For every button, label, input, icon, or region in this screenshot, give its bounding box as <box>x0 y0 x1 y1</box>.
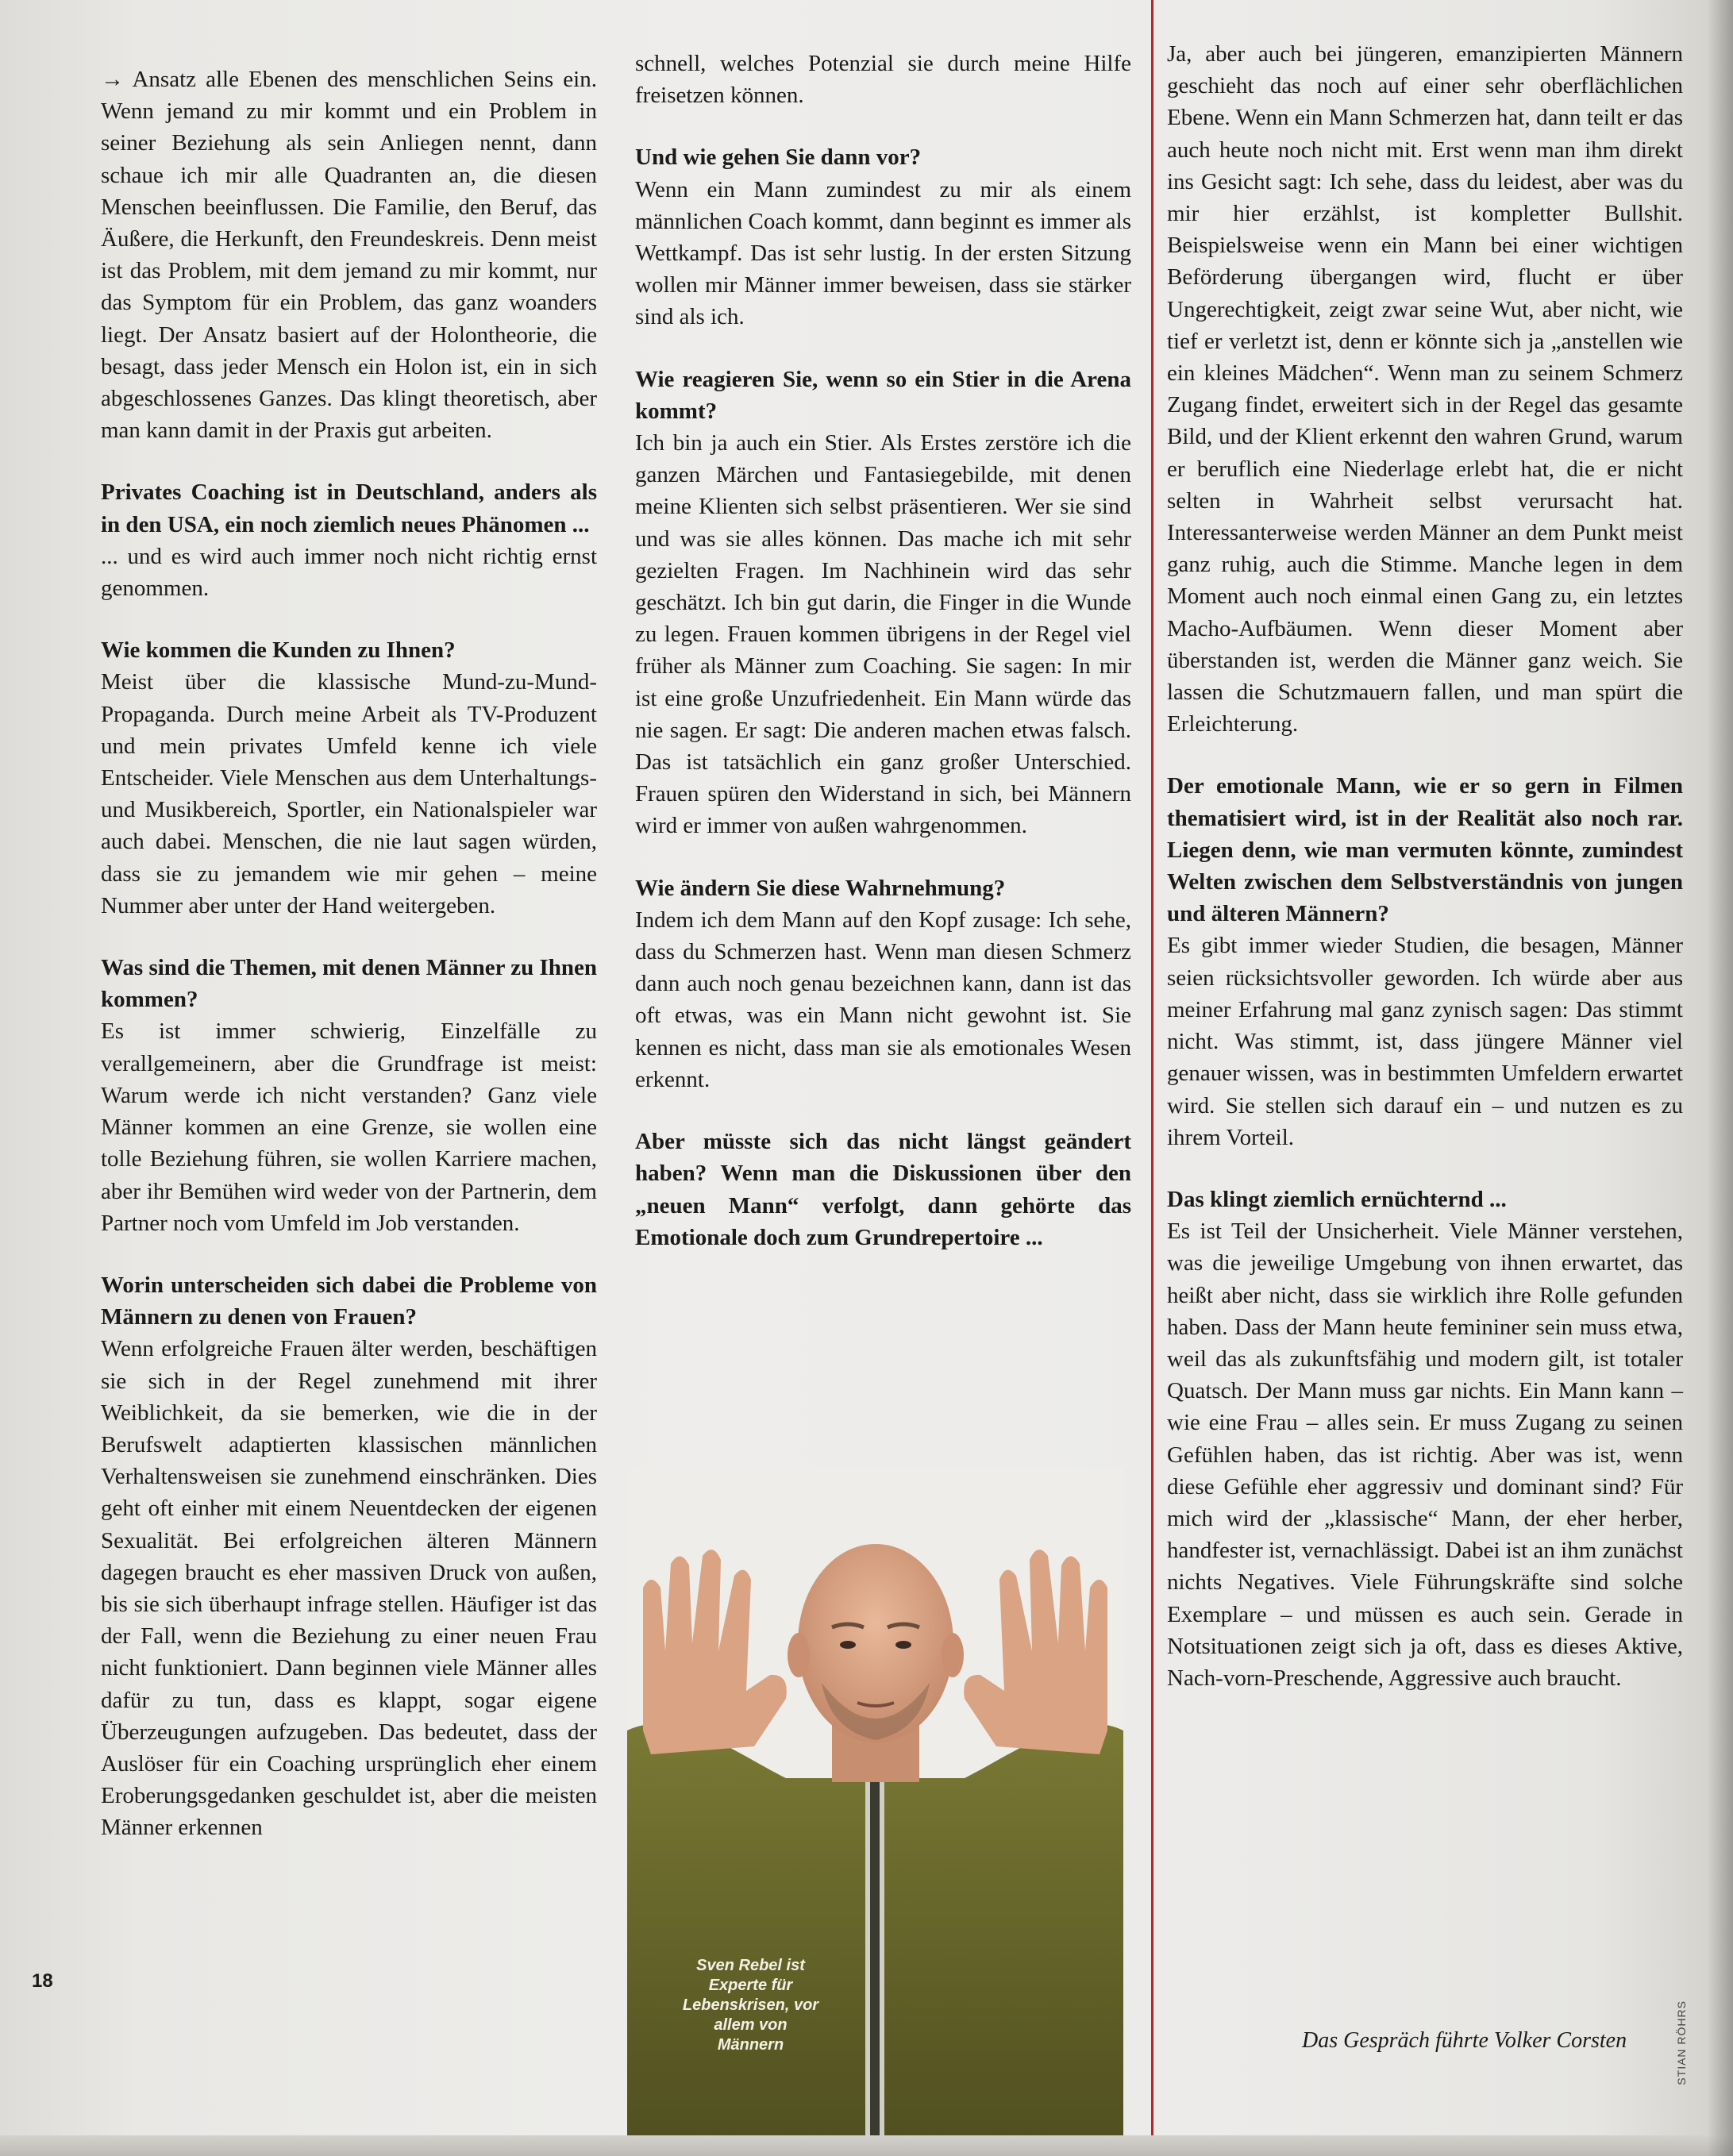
column-divider-rule <box>1151 0 1153 2156</box>
interviewer-credit: Das Gespräch führte Volker Corsten <box>1302 2028 1627 2053</box>
hand-right <box>964 1550 1107 1754</box>
interview-question: Wie reagieren Sie, wenn so ein Stier in die Arena kommt? <box>635 366 1131 424</box>
head <box>798 1544 953 1742</box>
ear-left <box>788 1633 810 1677</box>
page-number: 18 <box>32 1970 53 1992</box>
text-column-2 <box>635 48 1131 1253</box>
paragraph: schnell, welches Potenzial sie durch meine Hilfe freisetzen können. <box>635 51 1131 109</box>
ear-right <box>942 1633 964 1677</box>
interview-answer: Es ist Teil der Unsicherheit. Viele Männer verstehen, was die jeweilige Umgebung von ihnen erwartet, das heißt aber nicht, dass sie wirklich ihre Rolle gefunden haben. Dass der Mann heute femininer sein muss etwa, weil das als zukunftsfähig und modern gilt, ist totaler Quatsch. Der Mann muss gar nichts. Ein Mann kann – wie eine Frau – alles sein. Er muss Zugang zu seinen Gefühlen haben, das ist richtig. Aber was ist, wenn diese Gefühle eher aggressiv und dominant sind? Für mich wird der „klassische“ Mann, der eher herber, handfester ist, vernachlässigt. Dabei ist an ihm zunächst nichts Negatives. Viele Führungskräfte sind solche Exemplare – und müssen es auch sein. Gerade in Notsituationen zeigt sich ja oft, dass es dieses Aktive, Nach-vorn-Preschende, Aggressive auch braucht. <box>1167 1219 1683 1691</box>
interview-question: Was sind die Themen, mit denen Männer zu Ihnen kommen? <box>101 955 597 1013</box>
interview-question: Worin unterscheiden sich dabei die Probleme von Männern zu denen von Frauen? <box>101 1272 597 1330</box>
text-column-1 <box>101 64 597 1874</box>
interview-question: Und wie gehen Sie dann vor? <box>635 144 922 171</box>
paragraph: Ja, aber auch bei jüngeren, emanzipierten Männern geschieht das noch auf einer sehr oberflächlichen Ebene. Wenn ein Mann Schmerzen hat, dann teilt er das auch heute noch nicht mit. Erst wenn man ihm direkt ins Gesicht sagt: Ich sehe, dass du leidest, aber was du mir hier erzählst, ist kompletter Bullshit. Beispielsweise wenn ein Mann bei einer wichtigen Beförderung übergangen wird, flucht er über Ungerechtigkeit, zeigt zwar seine Wut, aber nicht, wie tief er verletzt ist, denn er könnte sich ja „anstellen wie ein kleines Mädchen“. Wenn man zu seinem Schmerz Zugang findet, erweitert sich in der Regel das gesamte Bild, und der Klient erkennt den wahren Grund, warum er beruflich eine Niederlage erlebt hat, die er nicht selten in Wahrheit selbst verursacht hat. Interessanterweise werden Männer an dem Punkt meist ganz ruhig, auch die Stimme. Manche legen in dem Moment auch noch einmal einen Gang zu, ein letztes Macho-Aufbäumen. Wenn dieser Moment aber überstanden ist, werden die Männer ganz weich. Sie lassen die Schutzmauern fallen, und man spürt die Erleichterung. <box>1167 41 1683 737</box>
interview-answer: Meist über die klassische Mund-zu-Mund-Propaganda. Durch meine Arbeit als TV-Produzent und mein privates Umfeld kenne ich viele Entscheider. Viele Menschen aus dem Unterhaltungs- und Musikbereich, Sportler, ein Nationalspieler war auch dabei. Menschen, die nie laut sagen würden, dass sie zu jemandem wie mir gehen – meine Nummer aber unter der Hand weitergeben. <box>101 669 597 918</box>
paragraph: → Ansatz alle Ebenen des menschlichen Seins ein. Wenn jemand zu mir kommt und ein Problem in seiner Beziehung als sein Anliegen nennt, dann schaue ich mir alle Quadranten an, die diesen Menschen beeinflussen. Die Familie, den Beruf, das Äußere, die Herkunft, den Freundeskreis. Denn meist ist das Problem, mit dem jemand zu mir kommt, nur das Symptom für ein Problem, das ganz woanders liegt. Der Ansatz basiert auf der Holontheorie, die besagt, dass jeder Mensch ein Holon ist, ein in sich abgeschlossenes Ganzes. Das klingt theoretisch, aber man kann damit in der Praxis gut arbeiten. <box>101 67 597 444</box>
interview-question: Aber müsste sich das nicht längst geändert haben? Wenn man die Diskussionen über den „neuen Mann“ verfolgt, dann gehörte das Emotionale doch zum Grundrepertoire ... <box>635 1129 1131 1250</box>
eye-left <box>840 1641 856 1649</box>
interview-answer: ... und es wird auch immer noch nicht richtig ernst genommen. <box>101 543 597 602</box>
interview-answer: Indem ich dem Mann auf den Kopf zusage: Ich sehe, dass du Schmerzen hast. Wenn man diesen Schmerz dann auch noch genau bezeichnen kann, dann ist das oft etwas, was ein Mann nicht gewohnt ist. Sie kennen es nicht, dass man sie als emotionales Wesen erkennt. <box>635 907 1131 1092</box>
interview-answer: Wenn ein Mann zumindest zu mir als einem männlichen Coach kommt, dann beginnt es immer als Wettkampf. Das ist sehr lustig. In der ersten Sitzung wollen mir Männer immer beweisen, dass sie stärker sind als ich. <box>635 176 1131 330</box>
photo-credit: STIAN RÖHRS <box>1675 2000 1688 2085</box>
page-bottom-edge <box>0 2135 1733 2156</box>
interview-question: Das klingt ziemlich ernüchternd ... <box>1167 1186 1507 1212</box>
interview-answer: Ich bin ja auch ein Stier. Als Erstes zerstöre ich die ganzen Märchen und Fantasiegebilde, mit denen meine Klienten sich selbst präsentieren. Wer sie sind und was sie alles können. Das mache ich mit sehr gezielten Fragen. Im Nachhinein wird das sehr geschätzt. Ich bin gut darin, die Finger in die Wunde zu legen. Frauen kommen übrigens in der Regel viel früher als Männer zum Coaching. Sie sagen: In mir ist eine große Unzufriedenheit. Ein Mann würde das nie sagen. Er sagt: Die anderen machen etwas falsch. Das ist tatsächlich ein ganz großer Unterschied. Frauen spüren den Widerstand in sich, bei Männern wird er immer von außen wahrgenommen. <box>635 430 1131 839</box>
eye-right <box>895 1641 911 1649</box>
photo-caption: Sven Rebel ist Experte für Lebenskrisen, vor allem von Männern <box>682 1957 819 2054</box>
interview-question: Privates Coaching ist in Deutschland, anders als in den USA, ein noch ziemlich neues Phänomen ... <box>101 479 597 537</box>
interview-answer: Es gibt immer wieder Studien, die besagen, Männer seien rücksichtsvoller geworden. Ich würde aber aus meiner Erfahrung mal ganz zynisch sagen: Das stimmt nicht. Was stimmt, ist, dass jüngere Männer viel genauer wissen, was in bestimmten Umfeldern erwartet wird. Sie stellen sich darauf ein – und nutzen es zu ihrem Vorteil. <box>1167 933 1683 1150</box>
interview-question: Wie ändern Sie diese Wahrnehmung? <box>635 875 1006 901</box>
interview-answer: Es ist immer schwierig, Einzelfälle zu verallgemeinern, aber die Grundfrage ist meist: Warum werde ich nicht verstanden? Ganz viele Männer kommen an eine Grenze, sie wollen eine tolle Beziehung führen, sie wollen Karriere machen, aber ihr Bemühen wird weder von der Partnerin, dem Partner noch vom Umfeld im Job verstanden. <box>101 1018 597 1236</box>
text-column-3 <box>1167 38 1683 1694</box>
interview-question: Wie kommen die Kunden zu Ihnen? <box>101 637 456 664</box>
hand-left <box>643 1550 787 1754</box>
interview-answer: Wenn erfolgreiche Frauen älter werden, beschäftigen sie sich in der Regel zunehmend mit ihrer Weiblichkeit, da sie bemerken, wie die in der Berufswelt adaptierten klassischen männlichen Verhaltensweisen sie zunehmend einschränken. Dies geht oft einher mit einem Neuentdecken der eigenen Sexualität. Bei erfolgreichen älteren Männern dagegen braucht es eher massiven Druck von außen, bis sie sich überhaupt infrage stellen. Häufiger ist das der Fall, wenn die Beziehung zu einer neuen Frau nicht funktioniert. Dann beginnen viele Männer alles dafür zu tun, dass es klappt, sogar eigene Überzeugungen aufzugeben. Das bedeutet, dass der Auslöser für ein Coaching ursprünglich eher einem Eroberungsgedanken geschuldet ist, aber die meisten Männer erkennen <box>101 1336 597 1841</box>
zipper-pull <box>870 1778 880 2156</box>
interview-question: Der emotionale Mann, wie er so gern in Filmen thematisiert wird, ist in der Realität also noch rar. Liegen denn, wie man vermuten könnte, zumindest Welten zwischen dem Selbstverständnis von jungen und älteren Männern? <box>1167 773 1683 927</box>
page-spine-shadow <box>1707 0 1733 2156</box>
